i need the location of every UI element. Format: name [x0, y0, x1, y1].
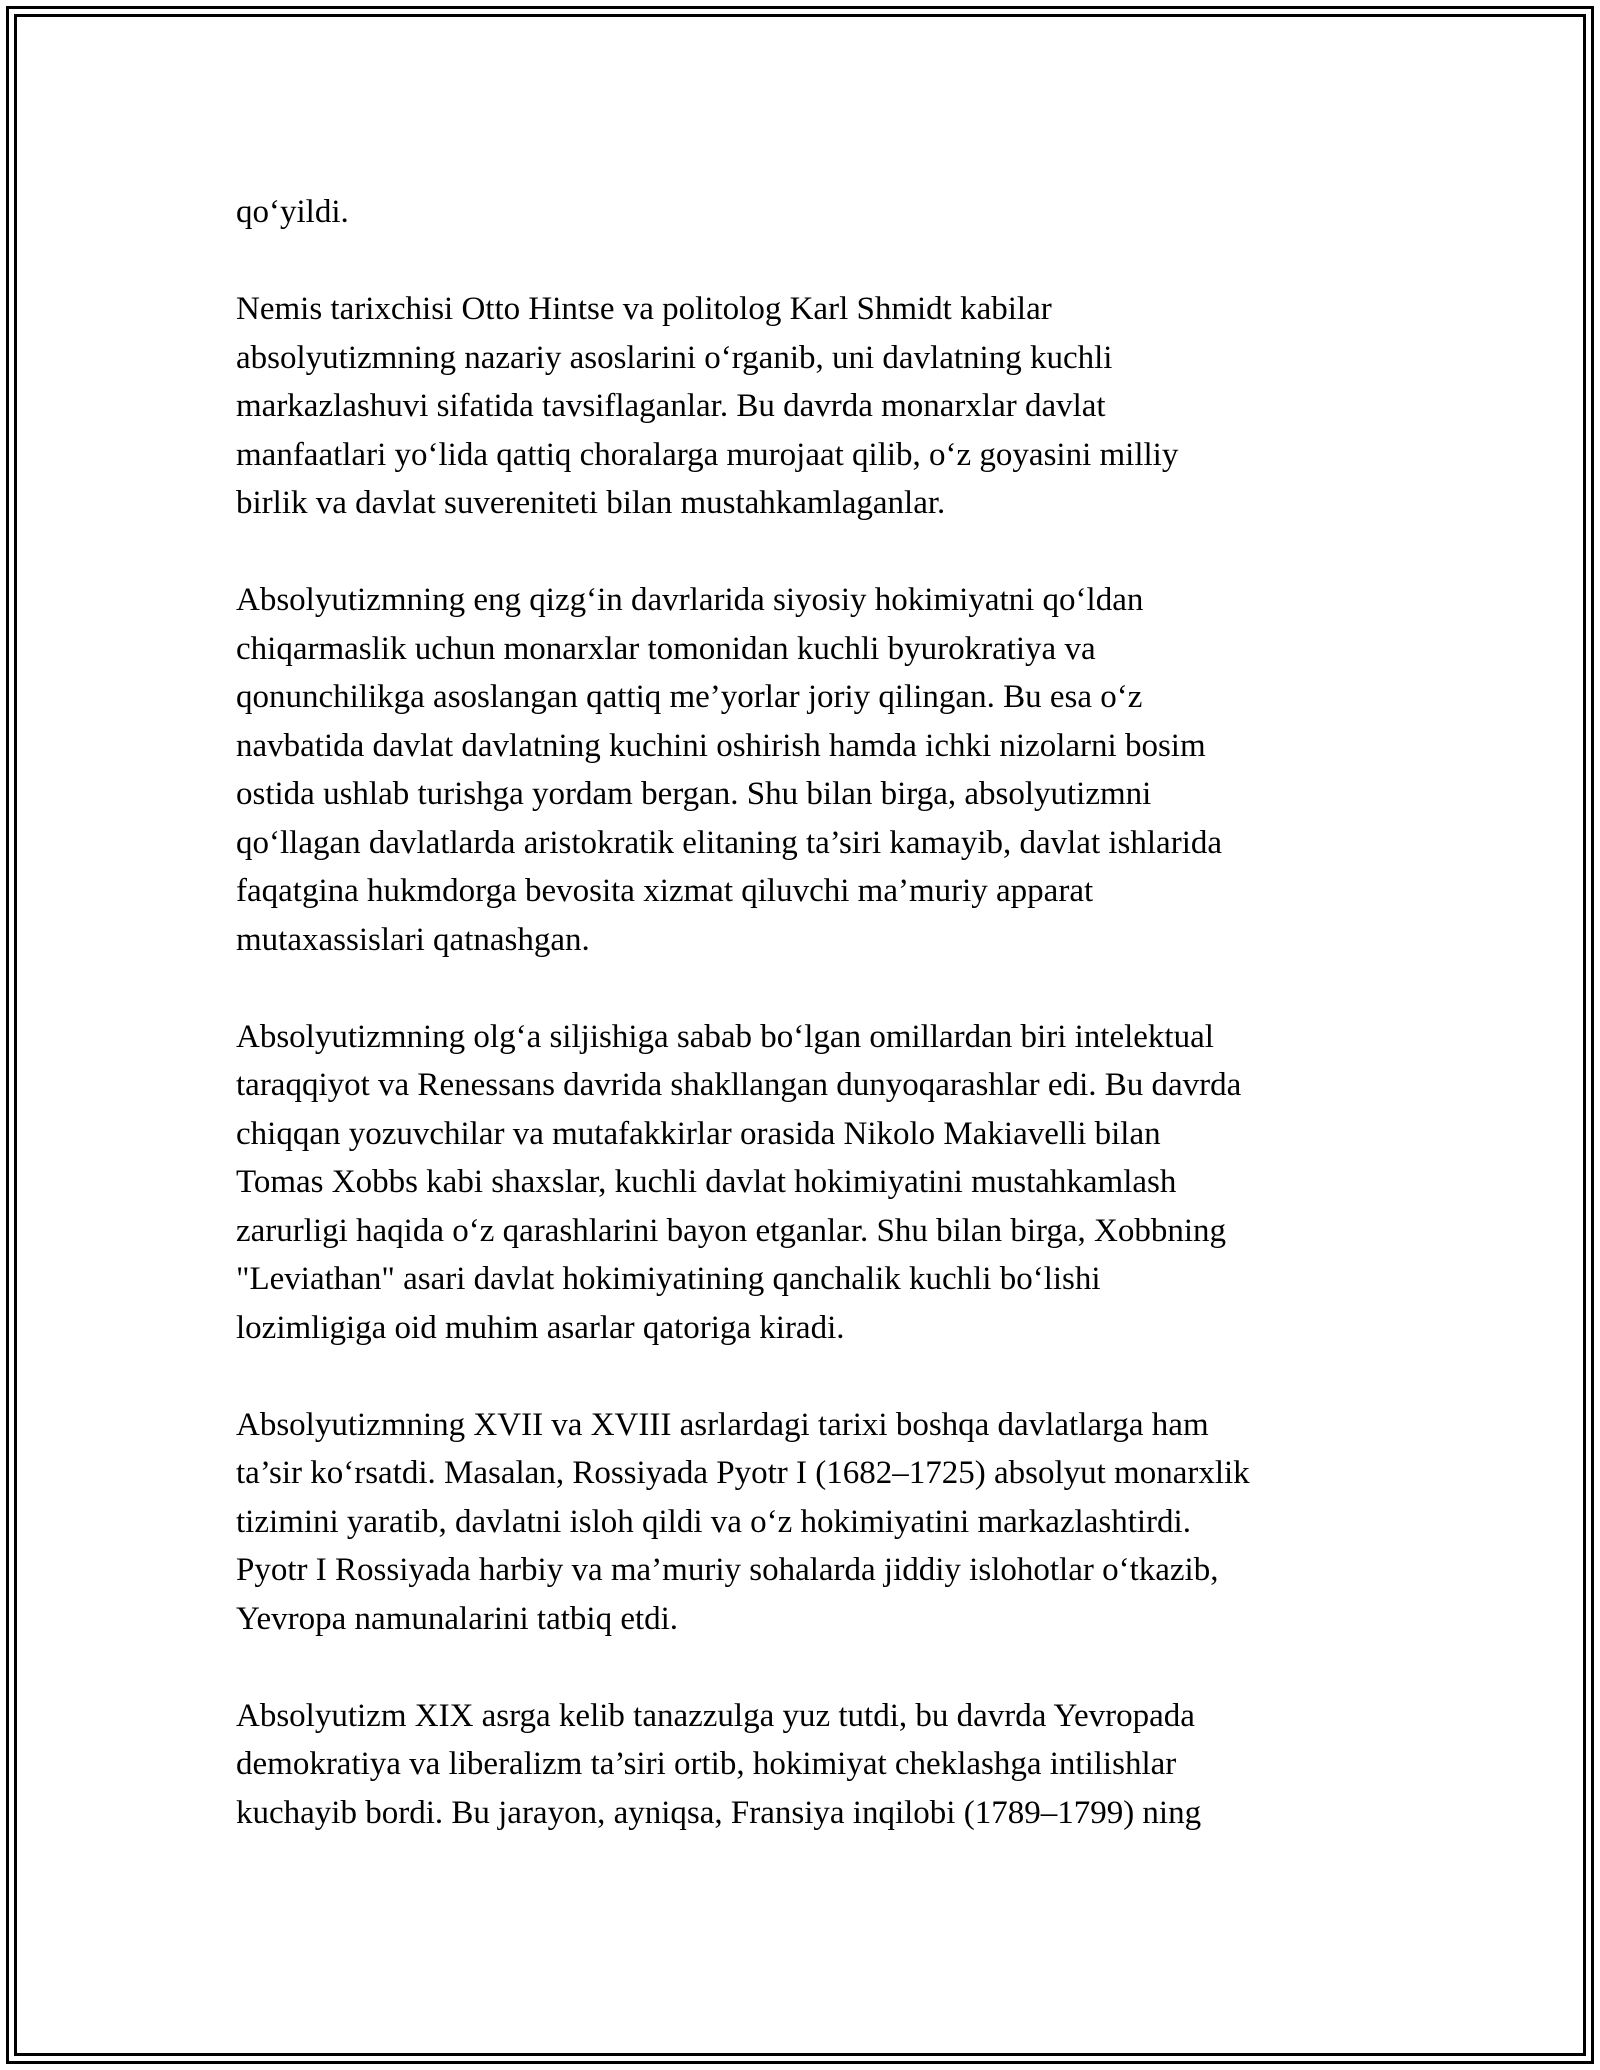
text-line: tizimini yaratib, davlatni isloh qildi va o‘z hokimiyatini markazlashtirdi.: [236, 1503, 1191, 1540]
paragraph: [236, 1692, 1366, 1838]
text-line: Pyotr I Rossiyada harbiy va ma’muriy sohalarda jiddiy islohotlar o‘tkazib,: [236, 1552, 1219, 1588]
text-line: Absolyutizm XIX asrga kelib tanazzulga yuz tutdi, bu davrda Yevropada: [236, 1697, 1195, 1734]
text-line: Absolyutizmning eng qizg‘in davrlarida siyosiy hokimiyatni qo‘ldan: [236, 582, 1144, 618]
text-line: ta’sir ko‘rsatdi. Masalan, Rossiyada Pyotr I (1682–1725) absolyut monarxlik: [236, 1455, 1250, 1491]
text-line: Tomas Xobbs kabi shaxslar, kuchli davlat hokimiyatini mustahkamlash: [236, 1164, 1177, 1200]
text-line: qo‘yildi.: [236, 194, 349, 230]
text-line: navbatida davlat davlatning kuchini oshirish hamda ichki nizolarni bosim: [236, 727, 1206, 764]
paragraph: [236, 285, 1366, 528]
paragraph: [236, 576, 1366, 964]
paragraph: [236, 1401, 1366, 1644]
text-line: birlik va davlat suvereniteti bilan mustahkamlaganlar.: [236, 485, 946, 521]
text-line: chiqarmaslik uchun monarxlar tomonidan kuchli byurokratiya va: [236, 630, 1096, 667]
text-line: Absolyutizmning olg‘a siljishiga sabab bo‘lgan omillardan biri intelektual: [236, 1018, 1214, 1055]
text-line: faqatgina hukmdorga bevosita xizmat qiluvchi ma’muriy apparat: [236, 873, 1094, 909]
text-line: Yevropa namunalarini tatbiq etdi.: [236, 1600, 679, 1637]
text-line: chiqqan yozuvchilar va mutafakkirlar orasida Nikolo Makiavelli bilan: [236, 1115, 1161, 1152]
paragraph: [236, 188, 1366, 237]
text-line: lozimligiga oid muhim asarlar qatoriga kiradi.: [236, 1309, 845, 1346]
document-body: [236, 188, 1366, 1886]
text-line: markazlashuvi sifatida tavsiflaganlar. Bu davrda monarxlar davlat: [236, 388, 1106, 424]
text-line: kuchayib bordi. Bu jarayon, ayniqsa, Fransiya inqilobi (1789–1799) ning: [236, 1794, 1202, 1831]
text-line: qonunchilikga asoslangan qattiq me’yorlar joriy qilingan. Bu esa o‘z: [236, 679, 1143, 715]
text-line: "Leviathan" asari davlat hokimiyatining qanchalik kuchli bo‘lishi: [236, 1261, 1101, 1297]
text-line: demokratiya va liberalizm ta’siri ortib, hokimiyat cheklashga intilishlar: [236, 1746, 1177, 1782]
text-line: absolyutizmning nazariy asoslarini o‘rganib, uni davlatning kuchli: [236, 339, 1113, 376]
text-line: Nemis tarixchisi Otto Hintse va politolog Karl Shmidt kabilar: [236, 291, 1052, 327]
text-line: manfaatlari yo‘lida qattiq choralarga murojaat qilib, o‘z goyasini milliy: [236, 436, 1179, 473]
text-line: zarurligi haqida o‘z qarashlarini bayon etganlar. Shu bilan birga, Xobbning: [236, 1212, 1227, 1249]
text-line: qo‘llagan davlatlarda aristokratik elitaning ta’siri kamayib, davlat ishlarida: [236, 824, 1223, 861]
text-line: ostida ushlab turishga yordam bergan. Shu bilan birga, absolyutizmni: [236, 776, 1152, 812]
paragraph: [236, 1013, 1366, 1353]
text-line: Absolyutizmning XVII va XVIII asrlardagi tarixi boshqa davlatlarga ham: [236, 1406, 1209, 1443]
text-line: taraqqiyot va Renessans davrida shakllangan dunyoqarashlar edi. Bu davrda: [236, 1067, 1242, 1103]
text-line: mutaxassislari qatnashgan.: [236, 921, 590, 958]
